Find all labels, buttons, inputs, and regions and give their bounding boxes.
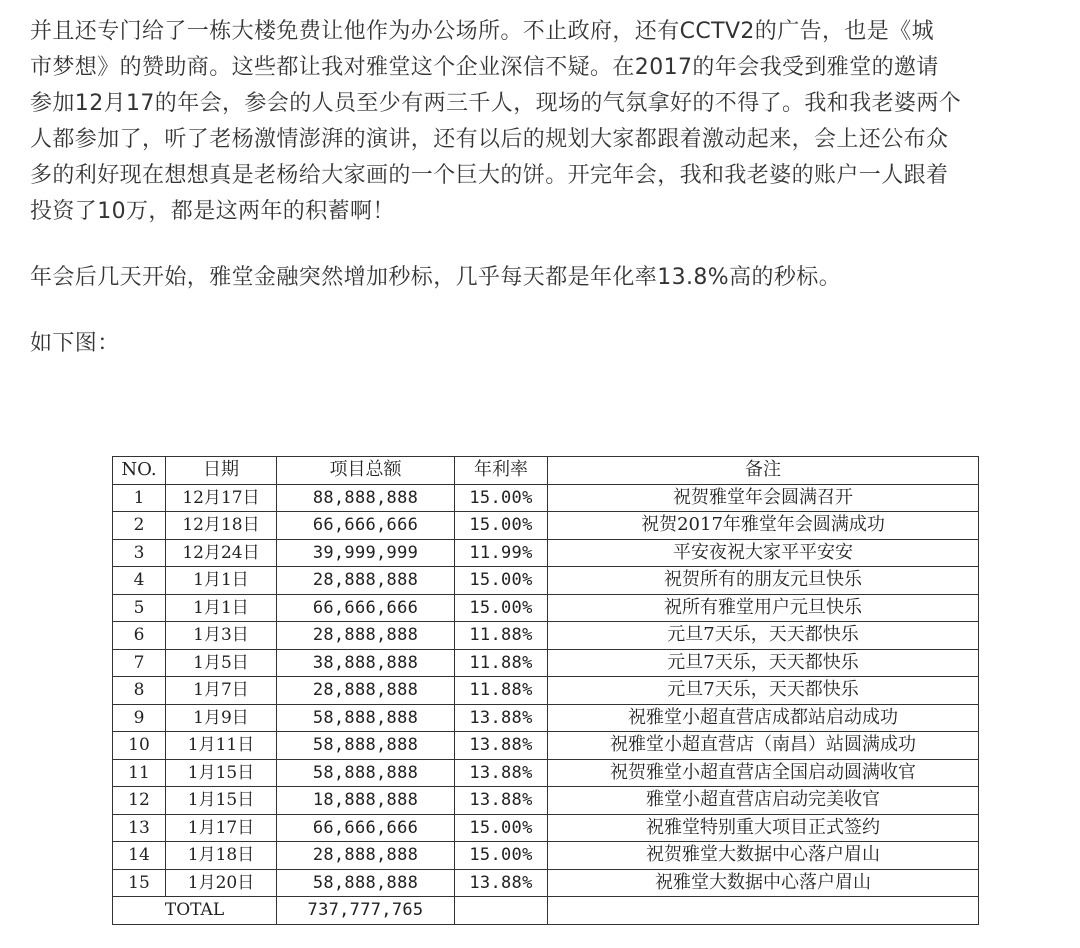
paragraph-1-line: 市梦想》的赞助商。这些都让我对雅堂这个企业深信不疑。在2017的年会我受到雅堂的邀请 — [30, 55, 939, 80]
row-note: 祝贺雅堂大数据中心落户眉山 — [548, 842, 979, 870]
header-no: NO. — [113, 457, 166, 485]
row-no: 5 — [113, 594, 166, 622]
row-date: 1月9日 — [166, 704, 277, 732]
row-note: 祝贺雅堂小超直营店全国启动圆满收官 — [548, 759, 979, 787]
row-rate: 11.88% — [455, 677, 548, 705]
row-no: 10 — [113, 732, 166, 760]
header-date: 日期 — [166, 457, 277, 485]
row-date: 1月3日 — [166, 622, 277, 650]
row-no: 7 — [113, 649, 166, 677]
row-no: 15 — [113, 869, 166, 897]
table-row — [113, 512, 979, 540]
row-note: 元旦7天乐，天天都快乐 — [548, 677, 979, 705]
row-no: 3 — [113, 539, 166, 567]
row-note: 祝雅堂小超直营店（南昌）站圆满成功 — [548, 732, 979, 760]
row-no: 12 — [113, 787, 166, 815]
row-rate: 15.00% — [455, 567, 548, 595]
table-row — [113, 732, 979, 760]
header-rate: 年利率 — [455, 457, 548, 485]
paragraph-2: 年会后几天开始，雅堂金融突然增加秒标，几乎每天都是年化率13.8%高的秒标。 — [30, 265, 842, 290]
paragraph-1-line: 并且还专门给了一栋大楼免费让他作为办公场所。不止政府，还有CCTV2的广告，也是《城 — [30, 19, 935, 44]
table-row — [113, 594, 979, 622]
row-amount: 58,888,888 — [277, 869, 455, 897]
row-date: 1月7日 — [166, 677, 277, 705]
row-amount: 28,888,888 — [277, 842, 455, 870]
row-rate: 13.88% — [455, 704, 548, 732]
total-note-empty — [548, 897, 979, 925]
article-body — [30, 14, 1060, 362]
row-no: 8 — [113, 677, 166, 705]
row-date: 1月15日 — [166, 787, 277, 815]
paragraph-1-line: 参加12月17的年会，参会的人员至少有两三千人，现场的气氛拿好的不得了。我和我老婆两个 — [30, 91, 962, 116]
row-amount: 58,888,888 — [277, 732, 455, 760]
row-date: 1月15日 — [166, 759, 277, 787]
row-date: 1月11日 — [166, 732, 277, 760]
total-label: TOTAL — [113, 897, 277, 925]
table-row — [113, 814, 979, 842]
row-date: 1月20日 — [166, 869, 277, 897]
table-row — [113, 787, 979, 815]
total-amount: 737,777,765 — [277, 897, 455, 925]
row-amount: 28,888,888 — [277, 567, 455, 595]
row-rate: 13.88% — [455, 732, 548, 760]
table-row — [113, 759, 979, 787]
paragraph-1-line: 多的利好现在想想真是老杨给大家画的一个巨大的饼。开完年会，我和我老婆的账户一人跟着 — [30, 163, 949, 188]
row-amount: 66,666,666 — [277, 512, 455, 540]
table-total-row — [113, 897, 979, 925]
row-note: 祝雅堂大数据中心落户眉山 — [548, 869, 979, 897]
paragraph-1-line: 投资了10万，都是这两年的积蓄啊！ — [30, 199, 395, 224]
paragraph-1-line: 人都参加了，听了老杨激情澎湃的演讲，还有以后的规划大家都跟着激动起来，会上还公布众 — [30, 127, 949, 152]
row-note: 祝贺2017年雅堂年会圆满成功 — [548, 512, 979, 540]
table-row — [113, 622, 979, 650]
row-rate: 11.88% — [455, 622, 548, 650]
table-row — [113, 869, 979, 897]
investment-table — [112, 456, 979, 925]
row-rate: 13.88% — [455, 869, 548, 897]
row-note: 祝雅堂小超直营店成都站启动成功 — [548, 704, 979, 732]
row-date: 1月18日 — [166, 842, 277, 870]
row-amount: 66,666,666 — [277, 594, 455, 622]
row-no: 2 — [113, 512, 166, 540]
row-date: 12月17日 — [166, 484, 277, 512]
row-no: 14 — [113, 842, 166, 870]
row-amount: 58,888,888 — [277, 704, 455, 732]
table-row — [113, 842, 979, 870]
table-row — [113, 704, 979, 732]
row-amount: 38,888,888 — [277, 649, 455, 677]
row-rate: 13.88% — [455, 787, 548, 815]
row-note: 祝雅堂特别重大项目正式签约 — [548, 814, 979, 842]
row-note: 元旦7天乐，天天都快乐 — [548, 622, 979, 650]
row-note: 平安夜祝大家平平安安 — [548, 539, 979, 567]
row-rate: 11.99% — [455, 539, 548, 567]
table-row — [113, 567, 979, 595]
table-header-row — [113, 457, 979, 485]
row-date: 1月5日 — [166, 649, 277, 677]
investment-table-image — [112, 456, 978, 925]
header-note: 备注 — [548, 457, 979, 485]
row-date: 12月24日 — [166, 539, 277, 567]
row-date: 12月18日 — [166, 512, 277, 540]
row-rate: 15.00% — [455, 842, 548, 870]
row-rate: 11.88% — [455, 649, 548, 677]
row-rate: 13.88% — [455, 759, 548, 787]
row-note: 雅堂小超直营店启动完美收官 — [548, 787, 979, 815]
total-rate-empty — [455, 897, 548, 925]
row-note: 祝贺所有的朋友元旦快乐 — [548, 567, 979, 595]
paragraph-3: 如下图： — [30, 331, 120, 356]
row-date: 1月1日 — [166, 594, 277, 622]
row-note: 祝贺雅堂年会圆满召开 — [548, 484, 979, 512]
row-no: 9 — [113, 704, 166, 732]
row-amount: 18,888,888 — [277, 787, 455, 815]
row-rate: 15.00% — [455, 814, 548, 842]
paragraph-1 — [30, 14, 1060, 230]
row-date: 1月1日 — [166, 567, 277, 595]
row-amount: 88,888,888 — [277, 484, 455, 512]
row-note: 祝所有雅堂用户元旦快乐 — [548, 594, 979, 622]
header-amount: 项目总额 — [277, 457, 455, 485]
row-amount: 58,888,888 — [277, 759, 455, 787]
row-rate: 15.00% — [455, 594, 548, 622]
table-row — [113, 484, 979, 512]
row-rate: 15.00% — [455, 484, 548, 512]
row-amount: 28,888,888 — [277, 677, 455, 705]
row-amount: 66,666,666 — [277, 814, 455, 842]
row-note: 元旦7天乐，天天都快乐 — [548, 649, 979, 677]
row-amount: 39,999,999 — [277, 539, 455, 567]
row-no: 1 — [113, 484, 166, 512]
table-row — [113, 539, 979, 567]
table-row — [113, 649, 979, 677]
row-amount: 28,888,888 — [277, 622, 455, 650]
row-no: 6 — [113, 622, 166, 650]
row-no: 4 — [113, 567, 166, 595]
table-row — [113, 677, 979, 705]
row-date: 1月17日 — [166, 814, 277, 842]
row-no: 13 — [113, 814, 166, 842]
row-no: 11 — [113, 759, 166, 787]
row-rate: 15.00% — [455, 512, 548, 540]
